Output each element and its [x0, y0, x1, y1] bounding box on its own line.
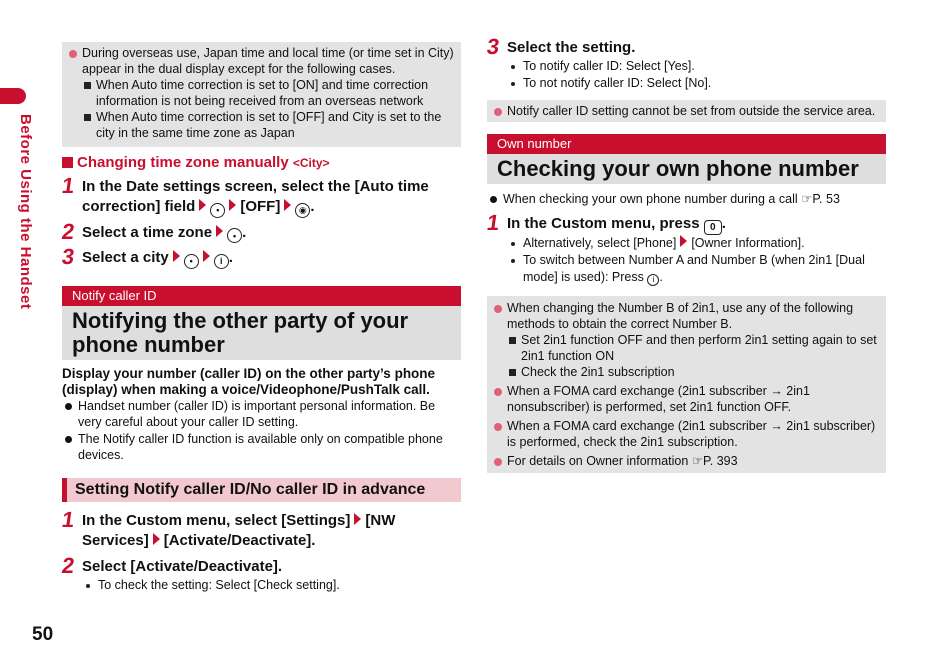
nav-key-icon: • [227, 228, 242, 243]
step-sub-bullet: Alternatively, select [Phone] [Owner Information]. [487, 235, 886, 252]
zero-key-icon: 0 [704, 220, 722, 235]
section-title: Checking your own phone number [487, 154, 886, 184]
note-bullet: During overseas use, Japan time and local time (or time set in City) appear in the dual display except for the following cases. [68, 45, 455, 77]
overseas-note-box [62, 42, 461, 147]
nav-key-icon: • [184, 254, 199, 269]
advance-setting-heading: Setting Notify caller ID/No caller ID in advance [62, 478, 461, 502]
step-2: 2 Select a time zone • . [60, 218, 247, 244]
info-key-icon: i [647, 274, 659, 286]
note-sub-item: Set 2in1 function OFF and then perform 2in1 setting again to set 2in1 function ON [493, 332, 880, 364]
info-key-icon: i [214, 254, 229, 269]
step-sub-bullet: To check the setting: Select [Check setting]. [62, 577, 461, 594]
page-ref[interactable]: P. 393 [703, 454, 738, 468]
arrow-icon [284, 199, 291, 211]
info-bullet: When checking your own phone number during a call ☞P. 53 [487, 191, 886, 208]
nav-key-icon: • [210, 203, 225, 218]
arrow-icon [680, 235, 687, 247]
step-3: 3 Select a city • i . [60, 244, 233, 269]
step-1: 1 In the Date settings screen, select the [Auto time correction] field • [OFF] ◉ . [62, 177, 461, 218]
side-tab-label: Before Using the Handset [17, 114, 34, 310]
note-bullet: When a FOMA card exchange (2in1 subscriber → 2in1 nonsubscriber) is performed, set 2in1 function OFF. [493, 383, 880, 415]
square-icon [62, 157, 73, 168]
section-title: Notifying the other party of your phone number [62, 306, 461, 360]
info-bullet: The Notify caller ID function is available only on compatible phone devices. [62, 431, 461, 464]
arrow-icon [354, 513, 361, 525]
step-1: 1 In the Custom menu, press 0 . [485, 209, 726, 235]
note-bullet: Notify caller ID setting cannot be set from outside the service area. [493, 103, 880, 119]
right-column [485, 34, 886, 473]
arrow-icon [203, 250, 210, 262]
page-number: 50 [32, 624, 54, 645]
step-sub-bullet: To switch between Number A and Number B (when 2in1 [Dual mode] is used): Press i . [487, 252, 886, 286]
note-sub-item: When Auto time correction is set to [ON] and time correction information is not being received from an overseas network [68, 77, 455, 109]
time-zone-heading: Changing time zone manually <City> [62, 154, 461, 171]
section-lead: Display your number (caller ID) on the other party’s phone (display) when making a voice/Videophone/PushTalk call. [62, 365, 436, 397]
note-bullet: When a FOMA card exchange (2in1 subscriber → 2in1 subscriber) is performed, check the 2in1 subscription. [493, 418, 880, 450]
twoinone-notes-box [487, 296, 886, 473]
arrow-icon [199, 199, 206, 211]
step-sub-bullet: To not notify caller ID: Select [No]. [487, 75, 886, 92]
page-ref-icon: ☞ [801, 192, 813, 206]
section-label: Notify caller ID [62, 286, 461, 306]
left-column [62, 42, 461, 594]
arrow-icon [153, 533, 160, 545]
page-ref-icon: ☞ [691, 454, 704, 468]
note-bullet: For details on Owner information ☞P. 393 [493, 453, 880, 469]
step-3: 3 Select the setting. [485, 34, 636, 59]
note-bullet: When changing the Number B of 2in1, use any of the following methods to obtain the correct Number B. [493, 300, 880, 332]
note-sub-item: When Auto time correction is set to [OFF] and City is set to the city in the same time zone as Japan [68, 109, 455, 141]
info-bullet: Handset number (caller ID) is important personal information. Be very careful about your caller ID setting. [62, 398, 461, 431]
camera-key-icon: ◉ [295, 203, 310, 218]
page-ref[interactable]: P. 53 [812, 192, 840, 206]
side-tab-marker [0, 88, 26, 104]
step-1: 1 In the Custom menu, select [Settings] [NW Services] [Activate/Deactivate]. [60, 506, 396, 549]
arrow-icon [173, 250, 180, 262]
step-2: 2 Select [Activate/Deactivate]. [60, 552, 283, 578]
note-sub-item: Check the 2in1 subscription [493, 364, 880, 380]
caller-id-note-box [487, 100, 886, 122]
step-sub-bullet: To notify caller ID: Select [Yes]. [487, 58, 886, 75]
arrow-icon [216, 225, 223, 237]
arrow-icon [229, 199, 236, 211]
section-label: Own number [487, 134, 886, 154]
